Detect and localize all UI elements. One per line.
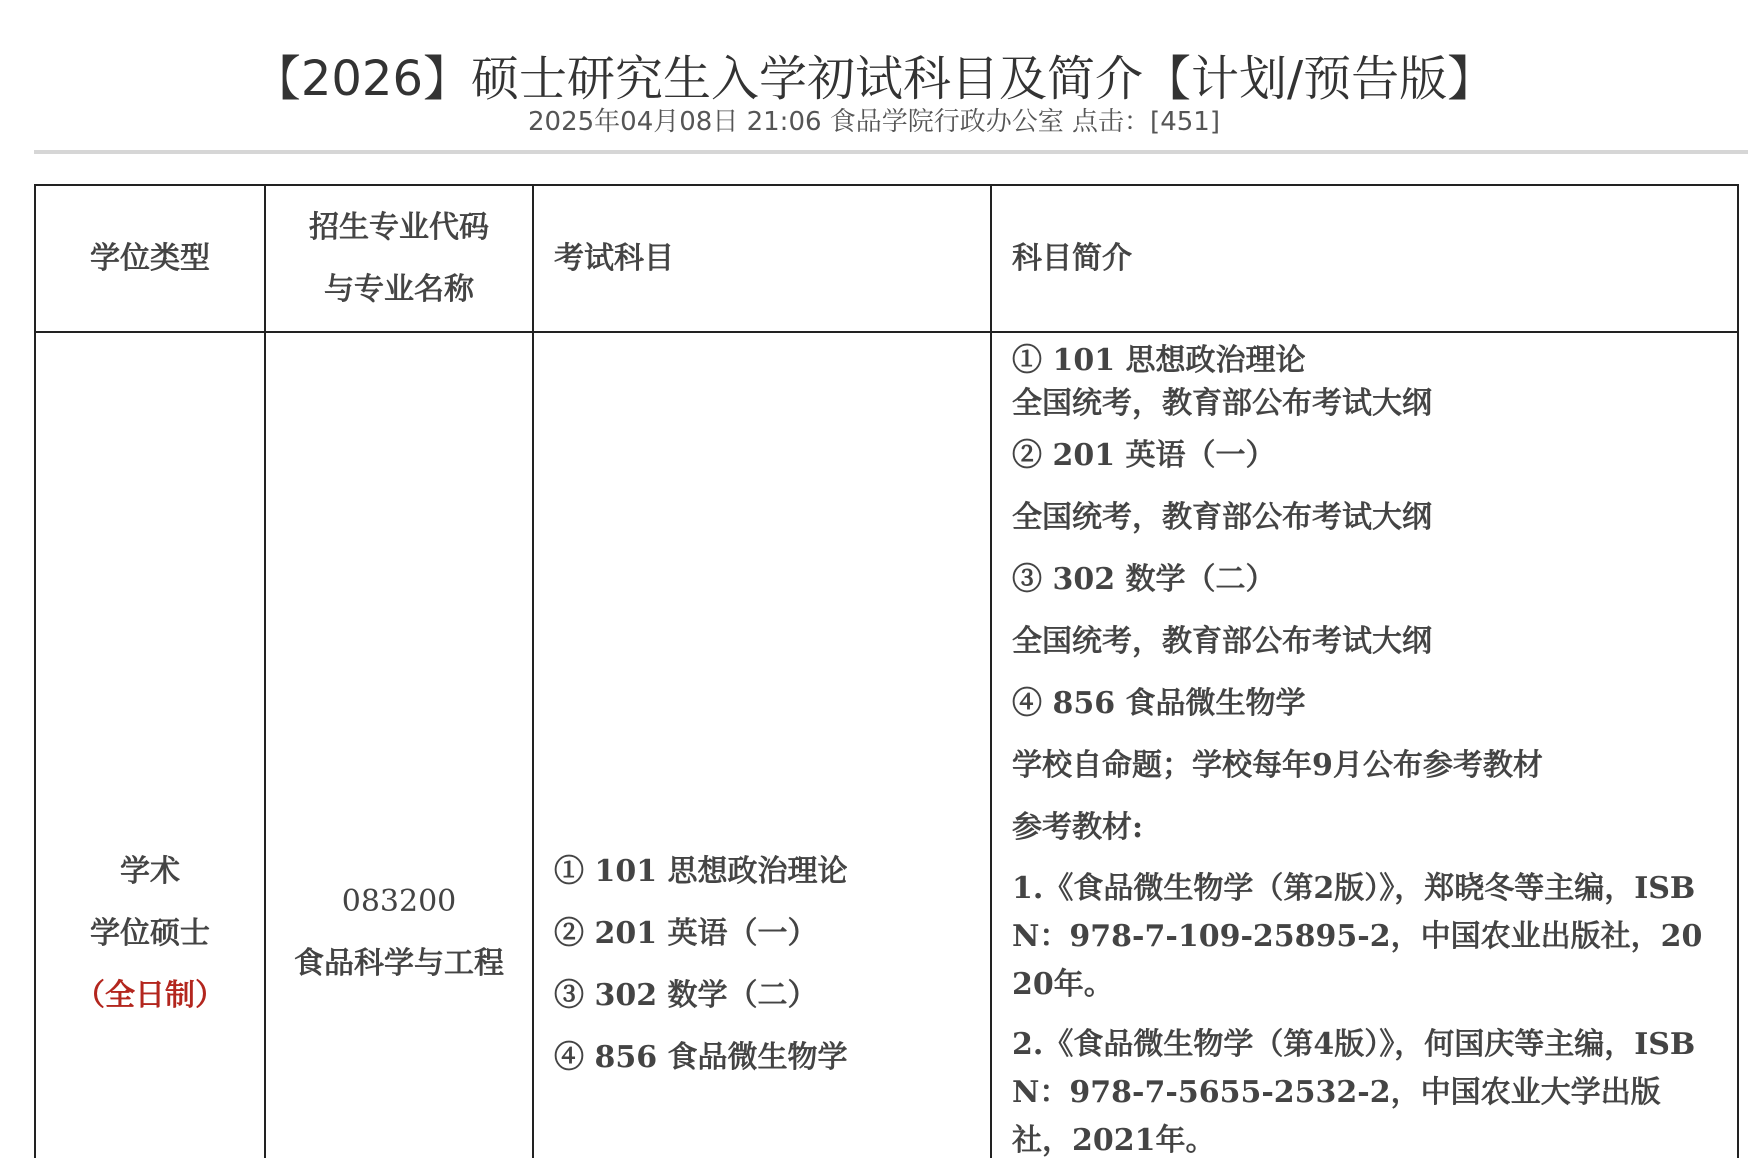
intro-subject-desc: 全国统考，教育部公布考试大纲 [1012, 386, 1432, 421]
subjects-table [34, 184, 1739, 1158]
degree-type-cell [35, 332, 265, 1158]
header-major [265, 185, 533, 332]
header-major-line2: 与专业名称 [324, 271, 474, 307]
article-meta: 2025年04月08日 21:06 食品学院行政办公室 点击：[451] [528, 107, 1220, 137]
reference-book-item: 1.《食品微生物学（第2版）》，郑晓冬等主编，ISBN：978-7-109-25895-2，中国农业出版社，2020年。 [1012, 871, 1703, 1002]
title-divider [34, 150, 1748, 154]
exam-subjects-cell [533, 332, 991, 1158]
table-row [35, 332, 1738, 1158]
reference-book-item: 2.《食品微生物学（第4版）》，何国庆等主编，ISBN：978-7-5655-2532-2，中国农业大学出版社，2021年。 [1012, 1027, 1696, 1158]
major-code: 083200 [341, 884, 457, 919]
header-major-line1: 招生专业代码 [309, 209, 489, 245]
subject-intro-cell [991, 332, 1738, 1158]
study-mode-label: （全日制） [75, 978, 225, 1013]
intro-subject-title: ② 201 英语（一） [1012, 438, 1276, 473]
header-degree-type [35, 185, 265, 332]
header-degree-type-label: 学位类型 [90, 240, 210, 276]
intro-subject-desc: 全国统考，教育部公布考试大纲 [1012, 500, 1432, 535]
intro-subject-title: ③ 302 数学（二） [1012, 562, 1276, 597]
header-subject-intro-label: 科目简介 [1012, 240, 1132, 276]
intro-subject-title: ① 101 思想政治理论 [1012, 343, 1306, 378]
exam-subject-item: ④ 856 食品微生物学 [554, 1040, 848, 1075]
degree-line2: 学位硕士 [90, 916, 210, 951]
intro-subject-title: ④ 856 食品微生物学 [1012, 686, 1306, 721]
reference-books-label: 参考教材: [1012, 810, 1144, 845]
exam-subject-item: ② 201 英语（一） [554, 916, 818, 951]
header-subject-intro [991, 185, 1738, 332]
exam-subject-item: ① 101 思想政治理论 [554, 854, 848, 889]
intro-subject-desc: 学校自命题；学校每年9月公布参考教材 [1012, 748, 1543, 783]
intro-subject-desc: 全国统考，教育部公布考试大纲 [1012, 624, 1432, 659]
page-title: 【2026】硕士研究生入学初试科目及简介【计划/预告版】 [252, 51, 1496, 107]
major-name: 食品科学与工程 [294, 946, 504, 981]
exam-subject-item: ③ 302 数学（二） [554, 978, 818, 1013]
degree-line1: 学术 [120, 854, 180, 889]
header-exam-subjects [533, 185, 991, 332]
major-cell [265, 332, 533, 1158]
header-exam-subjects-label: 考试科目 [554, 240, 674, 276]
table-header-row [35, 185, 1738, 332]
